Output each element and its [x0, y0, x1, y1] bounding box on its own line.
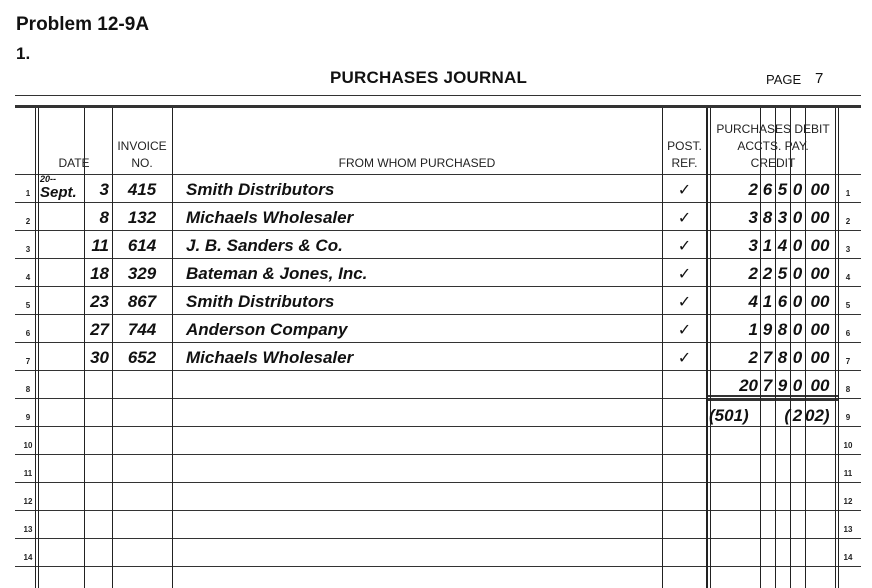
total-ones: 0	[792, 376, 803, 395]
post-ref-check: ✓	[677, 322, 692, 339]
amount-hundreds: 8	[762, 208, 773, 227]
amount-tens: 5	[777, 180, 788, 199]
line-number: 1	[845, 189, 851, 198]
total-cents: 00	[810, 376, 830, 395]
line-number: 13	[843, 525, 853, 534]
amount-thousands: 2	[748, 180, 758, 199]
line-number: 6	[845, 329, 851, 338]
amount-tens: 8	[777, 348, 788, 367]
header-amount-line2: ACCTS. PAY.	[737, 139, 809, 153]
amount-tens: 3	[777, 208, 788, 227]
post-ref-check: ✓	[677, 210, 692, 227]
amount-ones: 0	[792, 292, 803, 311]
line-number: 12	[843, 497, 853, 506]
date-month: Sept.	[40, 183, 77, 201]
vendor-name: Michaels Wholesaler	[186, 208, 354, 227]
amount-cents: 00	[810, 348, 830, 367]
line-number: 2	[845, 217, 851, 226]
date-day: 27	[90, 320, 109, 339]
amount-thousands: 3	[748, 236, 758, 255]
amount-ones: 0	[792, 208, 803, 227]
amount-hundreds: 1	[762, 236, 773, 255]
row-line	[15, 174, 861, 175]
invoice-number: 744	[127, 320, 157, 339]
header-post-line1: POST.	[667, 139, 702, 153]
column-rule	[172, 108, 173, 588]
amount-tens: 8	[777, 320, 788, 339]
column-rule	[710, 108, 711, 588]
posting-ref-debit: (501)	[709, 406, 749, 425]
line-number: 6	[25, 329, 31, 338]
line-number: 13	[23, 525, 33, 534]
amount-tens: 6	[777, 292, 788, 311]
column-rule	[35, 108, 36, 588]
top-rule-thick	[15, 105, 861, 108]
row-line	[15, 454, 861, 455]
amount-ones: 0	[792, 180, 803, 199]
page-label: PAGE	[766, 72, 802, 87]
amount-hundreds: 9	[762, 320, 773, 339]
post-ref-check: ✓	[677, 266, 692, 283]
column-rule	[38, 108, 39, 588]
line-number: 4	[845, 273, 851, 282]
line-number: 10	[23, 441, 33, 450]
row-line	[15, 566, 861, 567]
page-number: 7	[815, 70, 824, 87]
amount-ones: 0	[792, 320, 803, 339]
line-number: 8	[845, 385, 851, 394]
amount-cents: 00	[810, 320, 830, 339]
amount-thousands: 4	[748, 292, 758, 311]
post-ref-check: ✓	[677, 238, 692, 255]
line-number: 5	[25, 301, 31, 310]
row-line	[15, 538, 861, 539]
amount-cents: 00	[810, 292, 830, 311]
amount-ones: 0	[792, 236, 803, 255]
posting-ref-credit: 02)	[805, 406, 830, 425]
amount-hundreds: 2	[762, 264, 773, 283]
line-number: 11	[843, 469, 853, 478]
amount-ones: 0	[792, 348, 803, 367]
line-number: 8	[25, 385, 31, 394]
date-day: 23	[90, 292, 109, 311]
amount-hundreds: 7	[762, 348, 773, 367]
header-invoice-line1: INVOICE	[117, 139, 167, 153]
line-number: 7	[845, 357, 851, 366]
date-year: 20--	[40, 174, 57, 184]
total-tens: 9	[777, 376, 788, 395]
total-thousands: 20	[739, 376, 758, 395]
vendor-name: Michaels Wholesaler	[186, 348, 354, 367]
header-amount-line3: CREDIT	[750, 156, 796, 170]
vendor-name: Bateman & Jones, Inc.	[186, 264, 368, 283]
amount-hundreds: 1	[762, 292, 773, 311]
vendor-name: Anderson Company	[186, 320, 348, 339]
line-number: 14	[23, 553, 33, 562]
amount-cents: 00	[810, 264, 830, 283]
posting-ref-digit: 2	[792, 406, 803, 425]
amount-tens: 5	[777, 264, 788, 283]
date-day: 8	[99, 208, 109, 227]
amount-thousands: 3	[748, 208, 758, 227]
amount-thousands: 2	[748, 264, 758, 283]
total-hundreds: 7	[762, 376, 773, 395]
post-ref-check: ✓	[677, 182, 692, 199]
row-line	[15, 510, 861, 511]
header-date: DATE	[58, 156, 90, 170]
posting-ref-paren: (	[784, 406, 790, 425]
vendor-name: J. B. Sanders & Co.	[186, 236, 343, 255]
date-day: 30	[90, 348, 109, 367]
invoice-number: 329	[127, 264, 157, 283]
amount-ones: 0	[792, 264, 803, 283]
invoice-number: 415	[127, 180, 157, 199]
line-number: 3	[25, 245, 31, 254]
amount-thousands: 2	[748, 348, 758, 367]
line-number: 12	[23, 497, 33, 506]
amount-hundreds: 6	[762, 180, 773, 199]
vendor-name: Smith Distributors	[186, 180, 335, 199]
line-number: 9	[25, 413, 31, 422]
invoice-number: 614	[127, 236, 157, 255]
header-from: FROM WHOM PURCHASED	[338, 156, 496, 170]
column-rule	[835, 108, 836, 588]
post-ref-check: ✓	[677, 350, 692, 367]
post-ref-check: ✓	[677, 294, 692, 311]
line-number: 3	[845, 245, 851, 254]
line-number: 2	[25, 217, 31, 226]
line-number: 11	[23, 469, 33, 478]
line-number: 10	[843, 441, 853, 450]
invoice-number: 652	[127, 348, 157, 367]
vendor-name: Smith Distributors	[186, 292, 335, 311]
amount-cents: 00	[810, 208, 830, 227]
row-line	[15, 482, 861, 483]
amount-cents: 00	[810, 236, 830, 255]
amount-tens: 4	[777, 236, 788, 255]
part-number: 1.	[16, 44, 31, 63]
line-number: 5	[845, 301, 851, 310]
column-rule	[838, 108, 839, 588]
date-day: 3	[99, 180, 109, 199]
line-number: 4	[25, 273, 31, 282]
amount-thousands: 1	[748, 320, 758, 339]
header-amount-line1: PURCHASES DEBIT	[716, 122, 830, 136]
line-number: 9	[845, 413, 851, 422]
amount-cents: 00	[810, 180, 830, 199]
header-invoice-line2: NO.	[131, 156, 153, 170]
line-number: 7	[25, 357, 31, 366]
line-number: 1	[25, 189, 31, 198]
date-day: 11	[91, 236, 109, 255]
line-number: 14	[843, 553, 853, 562]
invoice-number: 132	[127, 208, 157, 227]
journal-title: PURCHASES JOURNAL	[330, 68, 528, 87]
invoice-number: 867	[127, 292, 157, 311]
top-rule-thin	[15, 95, 861, 96]
header-post-line2: REF.	[671, 156, 698, 170]
problem-title: Problem 12-9A	[16, 14, 150, 35]
date-day: 18	[90, 264, 109, 283]
